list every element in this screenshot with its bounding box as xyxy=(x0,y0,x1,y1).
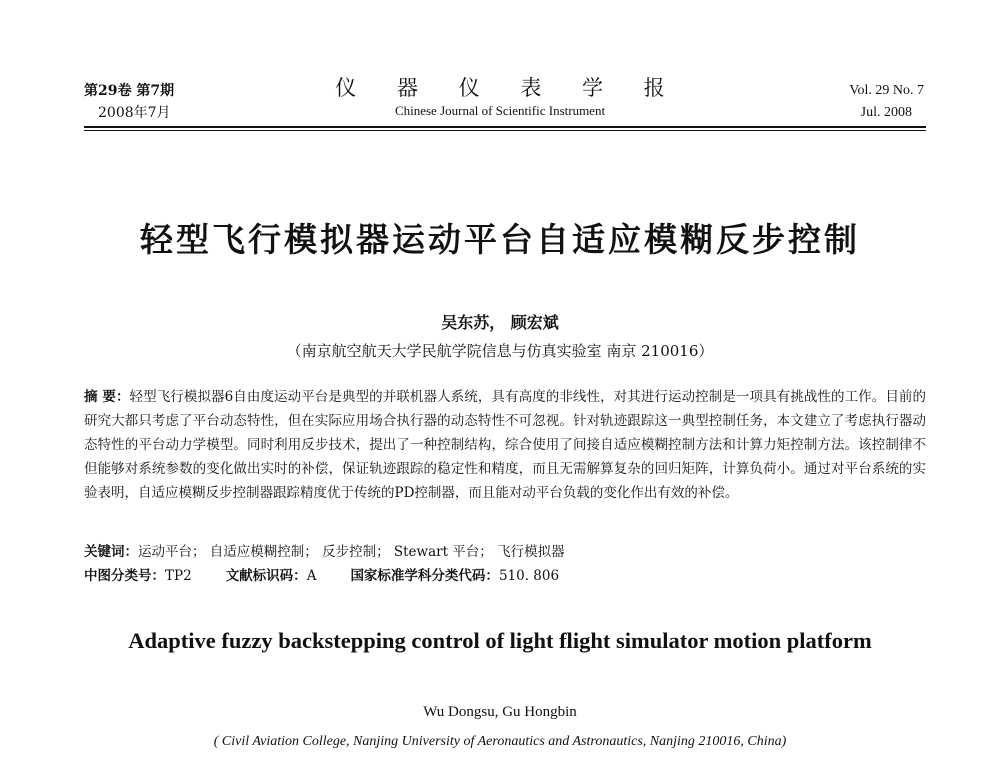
affiliation-cn: （南京航空航天大学民航学院信息与仿真实验室 南京 210016） xyxy=(286,342,714,360)
paper-title-en: Adaptive fuzzy backstepping control of light flight simulator motion platform xyxy=(128,628,872,653)
journal-name-en: Chinese Journal of Scientific Instrument xyxy=(394,103,606,118)
journal-name-cn: 仪 器 仪 表 学 报 xyxy=(335,76,682,100)
doc-code-value: A xyxy=(306,568,317,584)
volume-issue-cn: 第29卷 第7期 xyxy=(84,83,175,99)
affiliation-en: ( Civil Aviation College, Nanjing University of Aeronautics and Astronautics, Nanjing 210016, China) xyxy=(213,734,787,749)
issue-info xyxy=(84,80,174,124)
doc-code-label: 文献标识码： xyxy=(225,568,307,584)
journal-name xyxy=(300,74,700,120)
header-rule-thick xyxy=(84,126,926,128)
abstract-text: 轻型飞行模拟器6自由度运动平台是典型的并联机器人系统，具有高度的非线性，对其进行运动控制是一项具有挑战性的工作。目前的研究大都只考虑了平台动态特性，但在实际应用场合执行器的动态特性不可忽视。针对轨迹跟踪这一典型控制任务，本文建立了考虑执行器动态特性的平台动力学模型。同时利用反步技术，提出了一种控制结构，综合使用了间接自适应模糊控制方法和计算力矩控制方法。该控制律不但能够对系统参数的变化做出实时的补偿，保证轨迹跟踪的稳定性和精度，而且无需解算复杂的回归矩阵，计算负荷小。通过对平台系统的实验表明，自适应模糊反步控制器跟踪精度优于传统的PD控制器，而且能对动平台负载的变化作出有效的补偿。 xyxy=(84,389,927,501)
issue-info-en xyxy=(849,80,924,124)
national-code-value: 510. 806 xyxy=(498,568,560,584)
paper-title-cn: 轻型飞行模拟器运动平台自适应模糊反步控制 xyxy=(140,220,860,259)
authors-cn: 吴东苏， 顾宏斌 xyxy=(441,313,559,332)
volume-issue-en: Vol. 29 No. 7 xyxy=(849,83,924,98)
abstract-cn xyxy=(84,385,926,505)
keywords-label: 关键词： xyxy=(84,544,138,560)
clc-value: TP2 xyxy=(165,568,192,584)
clc-label: 中图分类号： xyxy=(84,568,165,584)
national-code-label: 国家标准学科分类代码： xyxy=(350,568,499,584)
date-en: Jul. 2008 xyxy=(860,105,912,120)
classification-codes xyxy=(84,564,926,588)
keywords-text: 运动平台； 自适应模糊控制； 反步控制； Stewart 平台； 飞行模拟器 xyxy=(138,544,565,560)
date-cn: 2008年7月 xyxy=(98,105,171,121)
authors-en: Wu Dongsu, Gu Hongbin xyxy=(423,704,577,720)
abstract-label: 摘 要： xyxy=(84,389,130,405)
keywords-cn xyxy=(84,540,926,564)
header-rule-thin xyxy=(84,130,926,131)
